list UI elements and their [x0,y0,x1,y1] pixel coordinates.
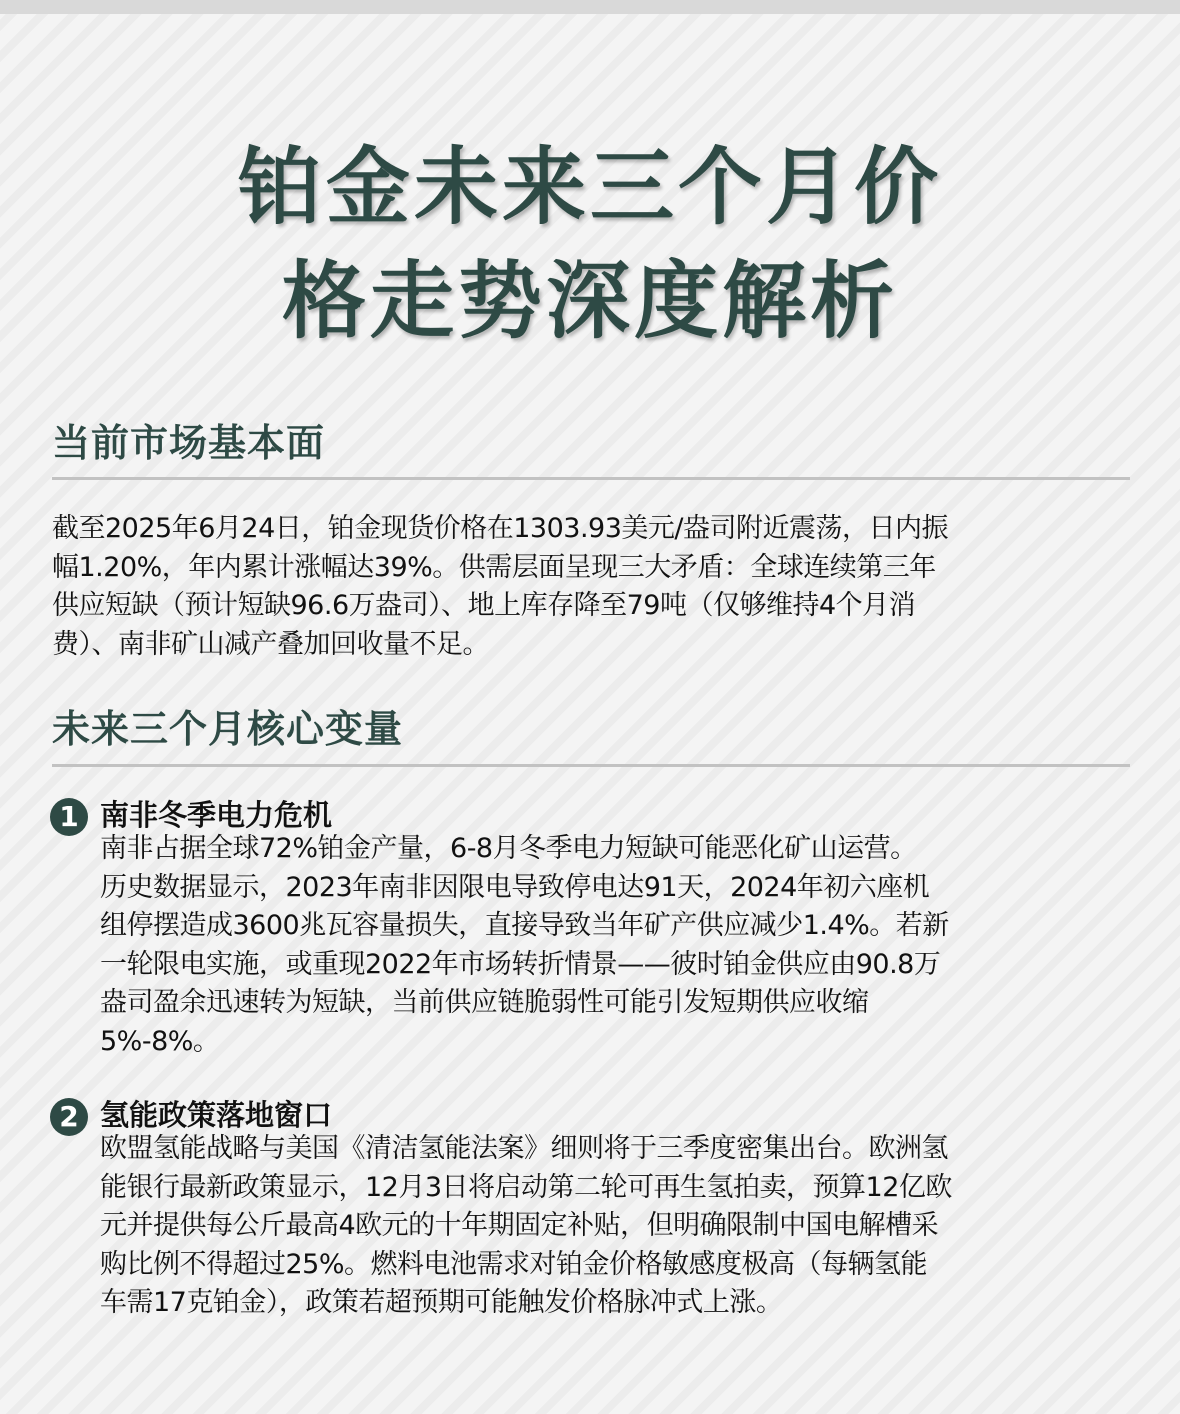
text-line: 购比例不得超过25%。燃料电池需求对铂金价格敏感度极高（每辆氢能 [100,1248,928,1280]
top-bar [0,0,1180,14]
text-line: 费）、南非矿山减产叠加回收量不足。 [52,628,489,660]
item-title: 氢能政策落地窗口 [100,1098,333,1132]
text-line: 5%-8%。 [100,1025,220,1057]
text-line: 南非占据全球72%铂金产量，6-8月冬季电力短缺可能恶化矿山运营。 [100,833,917,864]
text-line: 幅1.20%，年内累计涨幅达39%。供需层面呈现三大矛盾：全球连续第三年 [52,551,936,583]
number-badge: 2 [50,1098,88,1136]
item-body [100,1130,952,1323]
number-badge: 1 [50,798,88,836]
text-line: 元并提供每公斤最高4欧元的十年期固定补贴，但明确限制中国电解槽采 [100,1210,939,1241]
text-line: 能银行最新政策显示，12月3日将启动第二轮可再生氢拍卖，预算12亿欧 [100,1171,952,1203]
title-line: 格走势深度解析 [281,252,898,350]
section-heading-market: 当前市场基本面 [52,421,326,465]
divider [52,764,1130,767]
title-line: 铂金未来三个月价 [237,138,942,236]
item-body [100,830,949,1061]
item-title: 南非冬季电力危机 [100,798,333,832]
text-line: 一轮限电实施，或重现2022年市场转折情景——彼时铂金供应由90.8万 [100,948,941,980]
text-line: 欧盟氢能战略与美国《清洁氢能法案》细则将于三季度密集出台。欧洲氢 [100,1133,948,1164]
section-heading-variables: 未来三个月核心变量 [52,707,404,751]
text-line: 供应短缺（预计短缺96.6万盎司）、地上库存降至79吨（仅够维持4个月消 [52,590,916,621]
text-line: 盎司盈余迅速转为短缺，当前供应链脆弱性可能引发短期供应收缩 [100,987,869,1018]
text-line: 截至2025年6月24日，铂金现货价格在1303.93美元/盎司附近震荡，日内振 [52,513,948,544]
divider [52,477,1130,480]
text-line: 组停摆造成3600兆瓦容量损失，直接导致当年矿产供应减少1.4%。若新 [100,910,949,941]
market-paragraph [52,510,1142,664]
page-title [0,130,1180,358]
text-line: 历史数据显示，2023年南非因限电导致停电达91天，2024年初六座机 [100,871,930,903]
text-line: 车需17克铂金），政策若超预期可能触发价格脉冲式上涨。 [100,1287,783,1318]
